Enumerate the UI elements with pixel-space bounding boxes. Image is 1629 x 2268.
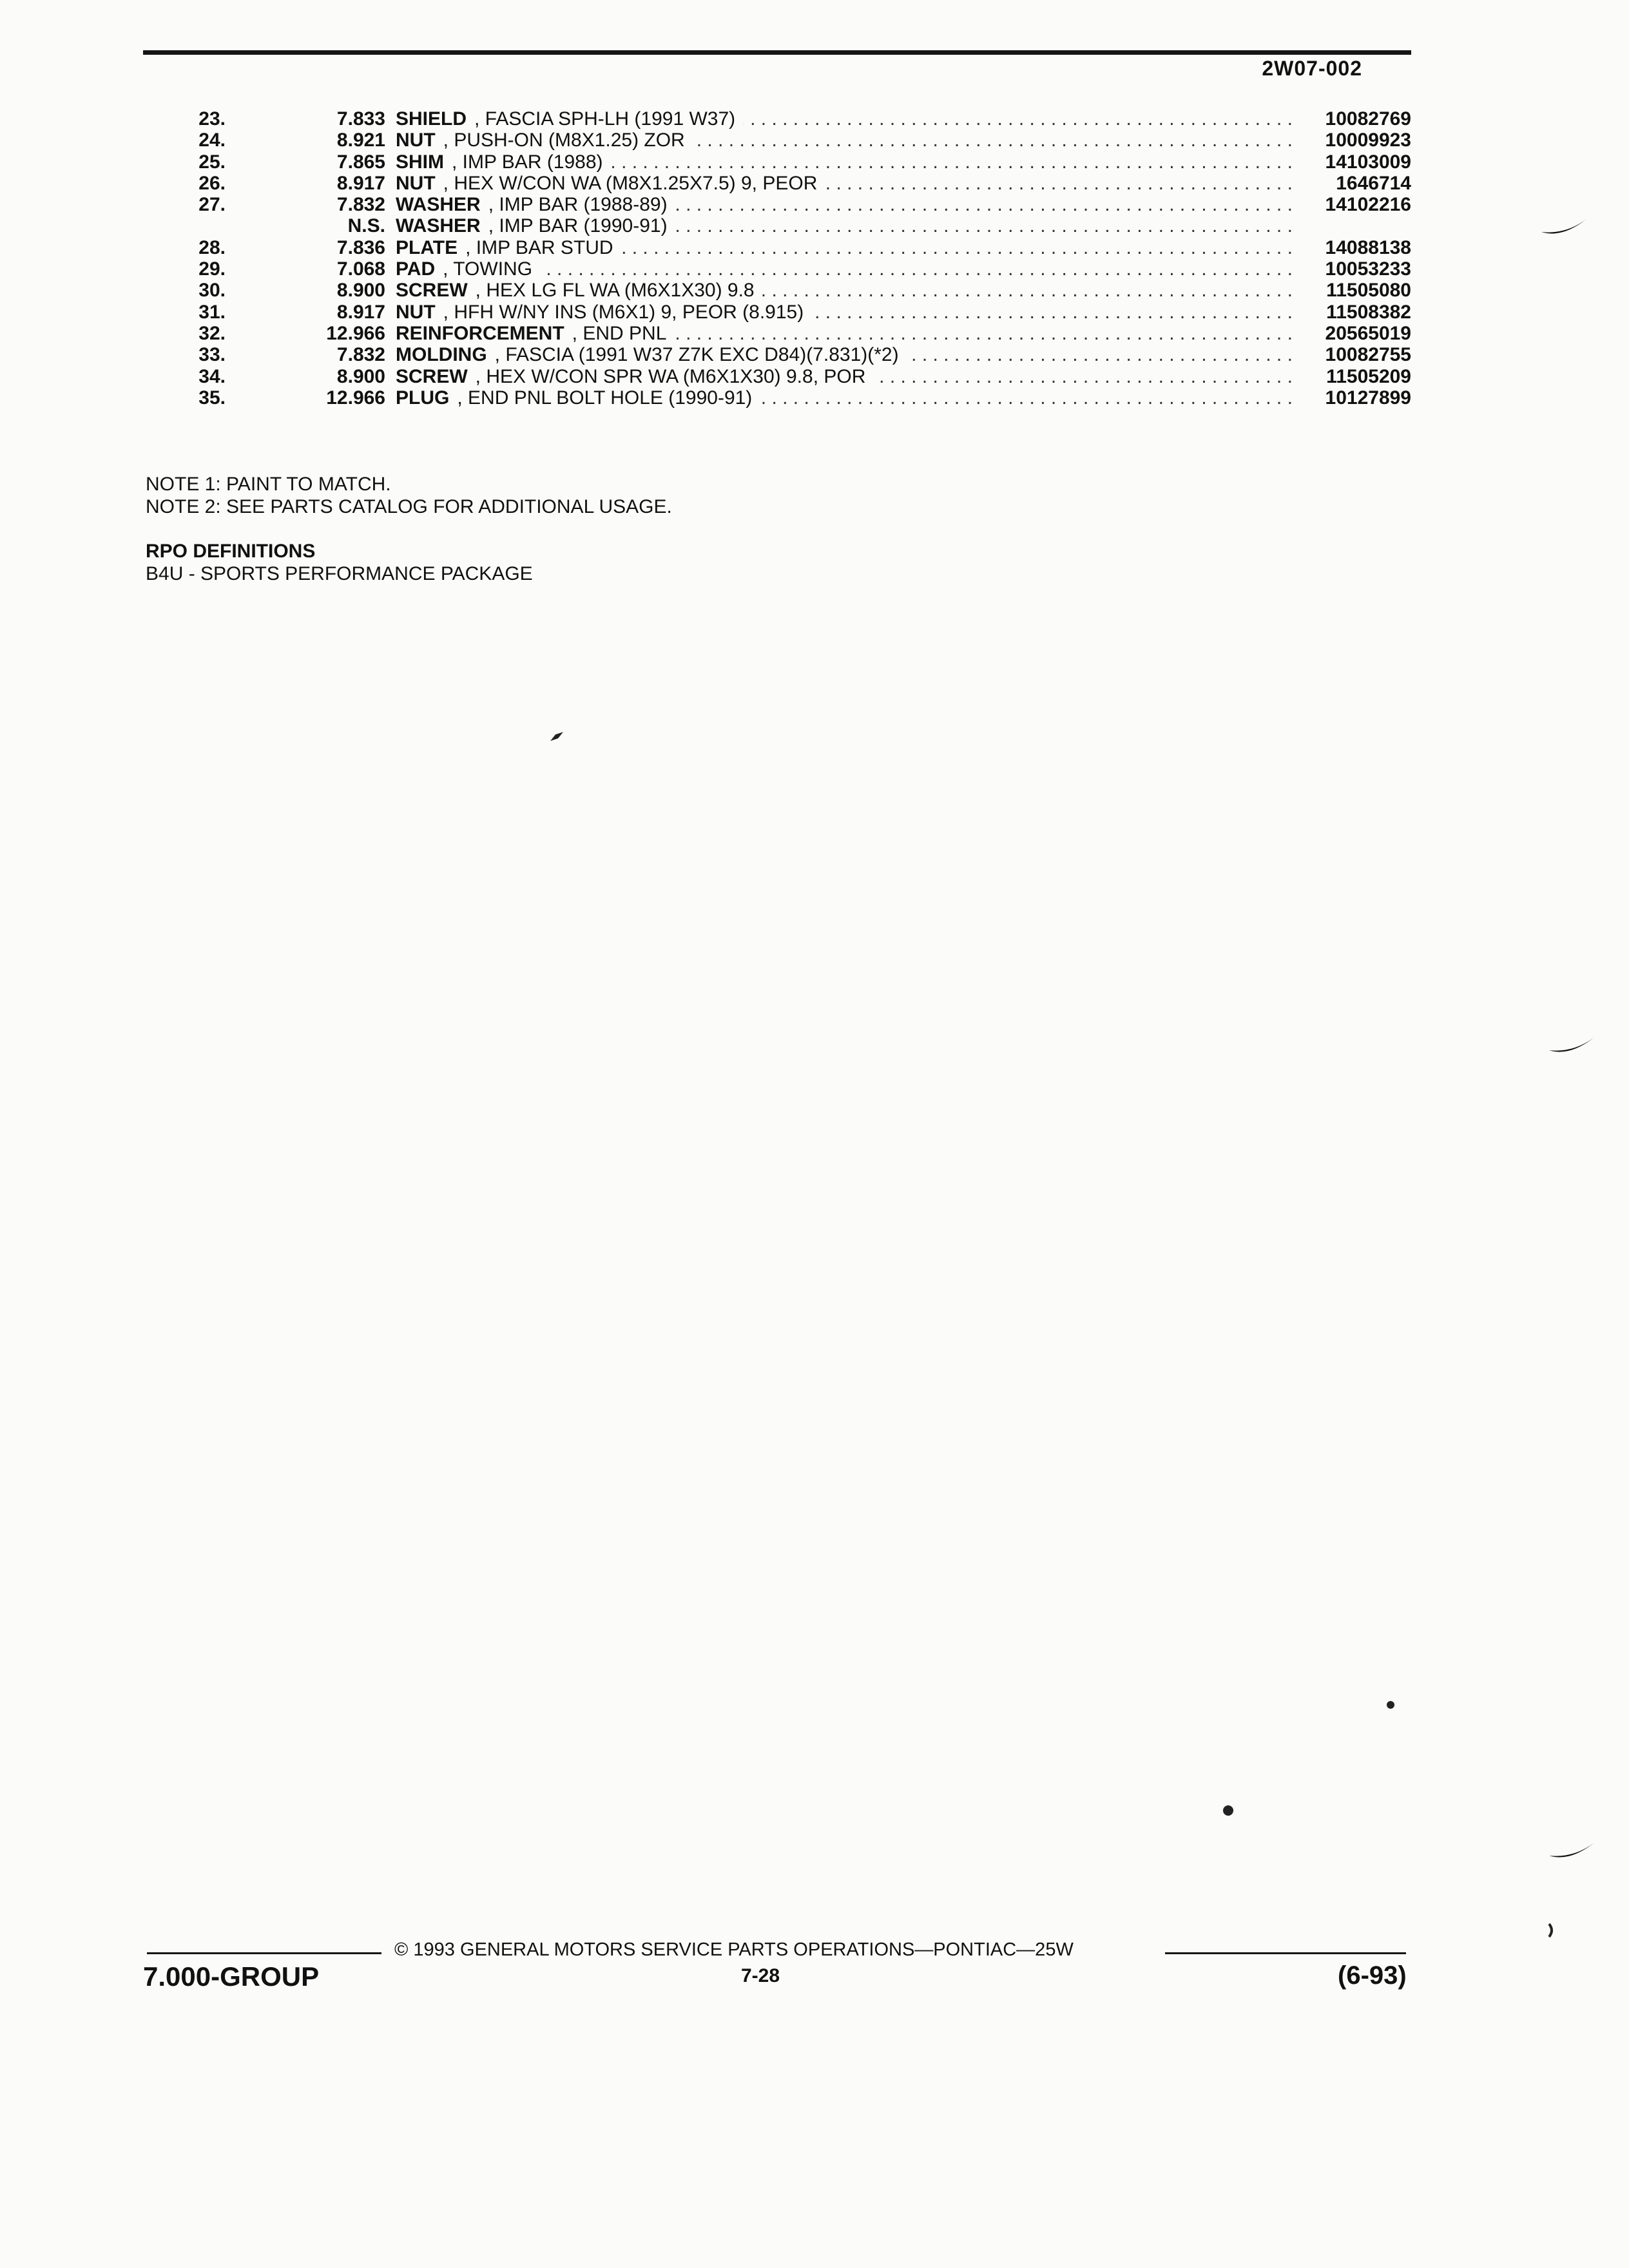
top-rule [143, 50, 1411, 55]
part-name: PLUG [396, 387, 457, 408]
part-spec: FASCIA (1991 W37 Z7K EXC D84)(7.831)(*2) [505, 344, 899, 366]
part-description: WASHER , IMP BAR (1988-89) . . . [396, 194, 1291, 215]
group-number: 8.917 [336, 172, 385, 194]
part-spec: END PNL [583, 322, 667, 344]
item-number: 33. [198, 344, 226, 366]
footer-copyright: © 1993 GENERAL MOTORS SERVICE PARTS OPERATIONS—PONTIAC—25W [394, 1939, 1074, 1960]
item-number: 27. [198, 194, 226, 216]
item-number: 35. [198, 387, 226, 408]
group-number: 8.917 [336, 301, 385, 323]
speck-mark [548, 728, 567, 747]
part-number: 10009923 [1325, 130, 1411, 151]
part-name: PAD [396, 258, 443, 280]
item-number: 25. [198, 151, 226, 173]
table-row [174, 387, 1411, 408]
part-number: 14103009 [1325, 151, 1411, 173]
item-number: 30. [198, 280, 226, 302]
rpo-item: B4U - SPORTS PERFORMANCE PACKAGE [146, 563, 533, 584]
part-description: NUT , PUSH-ON (M8X1.25) ZOR . . . [396, 130, 1291, 151]
part-spec: IMP BAR STUD [476, 236, 613, 258]
speck-mark [1384, 1698, 1397, 1711]
table-row [174, 215, 1411, 236]
table-row [174, 173, 1411, 194]
page-code: 2W07-002 [1262, 57, 1362, 80]
table-row [174, 237, 1411, 258]
binder-hole-mark [1547, 1031, 1598, 1063]
item-number: 34. [198, 365, 226, 387]
part-spec: IMP BAR (1990-91) [499, 215, 668, 237]
part-number: 11505080 [1326, 280, 1411, 302]
item-number: 28. [198, 236, 226, 258]
footer-date: (6-93) [1338, 1961, 1407, 1990]
part-number: 14102216 [1325, 194, 1411, 216]
item-number: 32. [198, 322, 226, 344]
part-name: NUT [396, 302, 443, 323]
group-number: 7.832 [336, 344, 385, 366]
item-number: 24. [198, 130, 226, 151]
part-name: SCREW [396, 280, 476, 301]
footer-rule-left [147, 1952, 381, 1954]
table-row [174, 366, 1411, 387]
group-number: 8.921 [336, 130, 385, 151]
part-spec: PUSH-ON (M8X1.25) ZOR [454, 130, 685, 151]
part-description: NUT , HEX W/CON WA (M8X1.25X7.5) 9, PEOR . . . [396, 173, 1291, 194]
notes-section [146, 473, 672, 518]
part-number: 10127899 [1325, 387, 1411, 408]
table-row [174, 344, 1411, 365]
speck-mark [1547, 1923, 1556, 1938]
item-number: 26. [198, 172, 226, 194]
part-name: MOLDING [396, 344, 495, 365]
footer-group: 7.000-GROUP [143, 1961, 320, 1992]
table-row [174, 280, 1411, 301]
group-number: 12.966 [326, 322, 385, 344]
group-number: 7.068 [336, 258, 385, 280]
part-description: SCREW , HEX W/CON SPR WA (M6X1X30) 9.8, POR . . . [396, 366, 1291, 387]
part-name: SCREW [396, 366, 476, 387]
item-number: 23. [198, 108, 226, 130]
group-number: 7.833 [336, 108, 385, 130]
binder-hole-mark [1547, 1836, 1598, 1869]
part-spec: FASCIA SPH-LH (1991 W37) [485, 108, 736, 130]
group-number: 7.865 [336, 151, 385, 173]
part-name: NUT [396, 173, 443, 194]
part-name: SHIELD [396, 108, 474, 130]
part-name: PLATE [396, 237, 465, 258]
part-number: 1646714 [1336, 172, 1411, 194]
table-row [174, 130, 1411, 151]
table-row [174, 194, 1411, 215]
rpo-definitions [146, 540, 533, 585]
part-description: PLUG , END PNL BOLT HOLE (1990-91) . . . [396, 387, 1291, 408]
parts-list [174, 108, 1411, 408]
group-number: 7.836 [336, 236, 385, 258]
part-number: 20565019 [1325, 322, 1411, 344]
group-number: N.S. [347, 215, 385, 237]
part-description: SCREW , HEX LG FL WA (M6X1X30) 9.8 . . . [396, 280, 1291, 301]
part-number: 10082769 [1325, 108, 1411, 130]
rpo-title: RPO DEFINITIONS [146, 541, 316, 562]
item-number: 31. [198, 301, 226, 323]
part-description: WASHER , IMP BAR (1990-91) . . . [396, 215, 1291, 236]
part-name: NUT [396, 130, 443, 151]
part-spec: TOWING [453, 258, 533, 280]
part-spec: HEX LG FL WA (M6X1X30) 9.8 [486, 280, 755, 302]
part-number: 10082755 [1325, 344, 1411, 366]
group-number: 8.900 [336, 280, 385, 302]
part-name: WASHER [396, 194, 488, 215]
part-spec: HEX W/CON SPR WA (M6X1X30) 9.8, POR [486, 365, 866, 387]
table-row [174, 302, 1411, 323]
group-number: 7.832 [336, 194, 385, 216]
speck-mark [1220, 1803, 1236, 1818]
part-name: WASHER [396, 215, 488, 236]
part-spec: END PNL BOLT HOLE (1990-91) [468, 387, 753, 408]
part-name: SHIM [396, 151, 452, 173]
part-number: 11505209 [1326, 365, 1411, 387]
part-spec: HEX W/CON WA (M8X1.25X7.5) 9, PEOR [454, 172, 818, 194]
table-row [174, 258, 1411, 280]
page-number: 7-28 [741, 1965, 780, 1986]
part-description: PAD , TOWING . . . [396, 258, 1291, 280]
table-row [174, 108, 1411, 130]
part-spec: HFH W/NY INS (M6X1) 9, PEOR (8.915) [454, 301, 804, 323]
part-description: NUT , HFH W/NY INS (M6X1) 9, PEOR (8.915) . . . [396, 302, 1291, 323]
part-description: SHIELD , FASCIA SPH-LH (1991 W37) . . . [396, 108, 1291, 130]
part-spec: IMP BAR (1988) [462, 151, 603, 173]
part-description: REINFORCEMENT , END PNL . . . [396, 323, 1291, 344]
note-2: NOTE 2: SEE PARTS CATALOG FOR ADDITIONAL USAGE. [146, 496, 672, 517]
part-description: SHIM , IMP BAR (1988) . . . [396, 151, 1291, 173]
part-number: 14088138 [1325, 236, 1411, 258]
item-number: 29. [198, 258, 226, 280]
group-number: 8.900 [336, 365, 385, 387]
part-name: REINFORCEMENT [396, 323, 572, 344]
binder-hole-mark [1539, 213, 1590, 245]
part-number: 10053233 [1325, 258, 1411, 280]
part-number: 11508382 [1326, 301, 1411, 323]
part-description: PLATE , IMP BAR STUD . . . [396, 237, 1291, 258]
footer-rule-right [1165, 1952, 1406, 1954]
note-1: NOTE 1: PAINT TO MATCH. [146, 474, 391, 495]
part-spec: IMP BAR (1988-89) [499, 194, 668, 216]
table-row [174, 323, 1411, 344]
part-description: MOLDING , FASCIA (1991 W37 Z7K EXC D84)(7.831)(*2) . . . [396, 344, 1291, 365]
group-number: 12.966 [326, 387, 385, 408]
table-row [174, 151, 1411, 173]
